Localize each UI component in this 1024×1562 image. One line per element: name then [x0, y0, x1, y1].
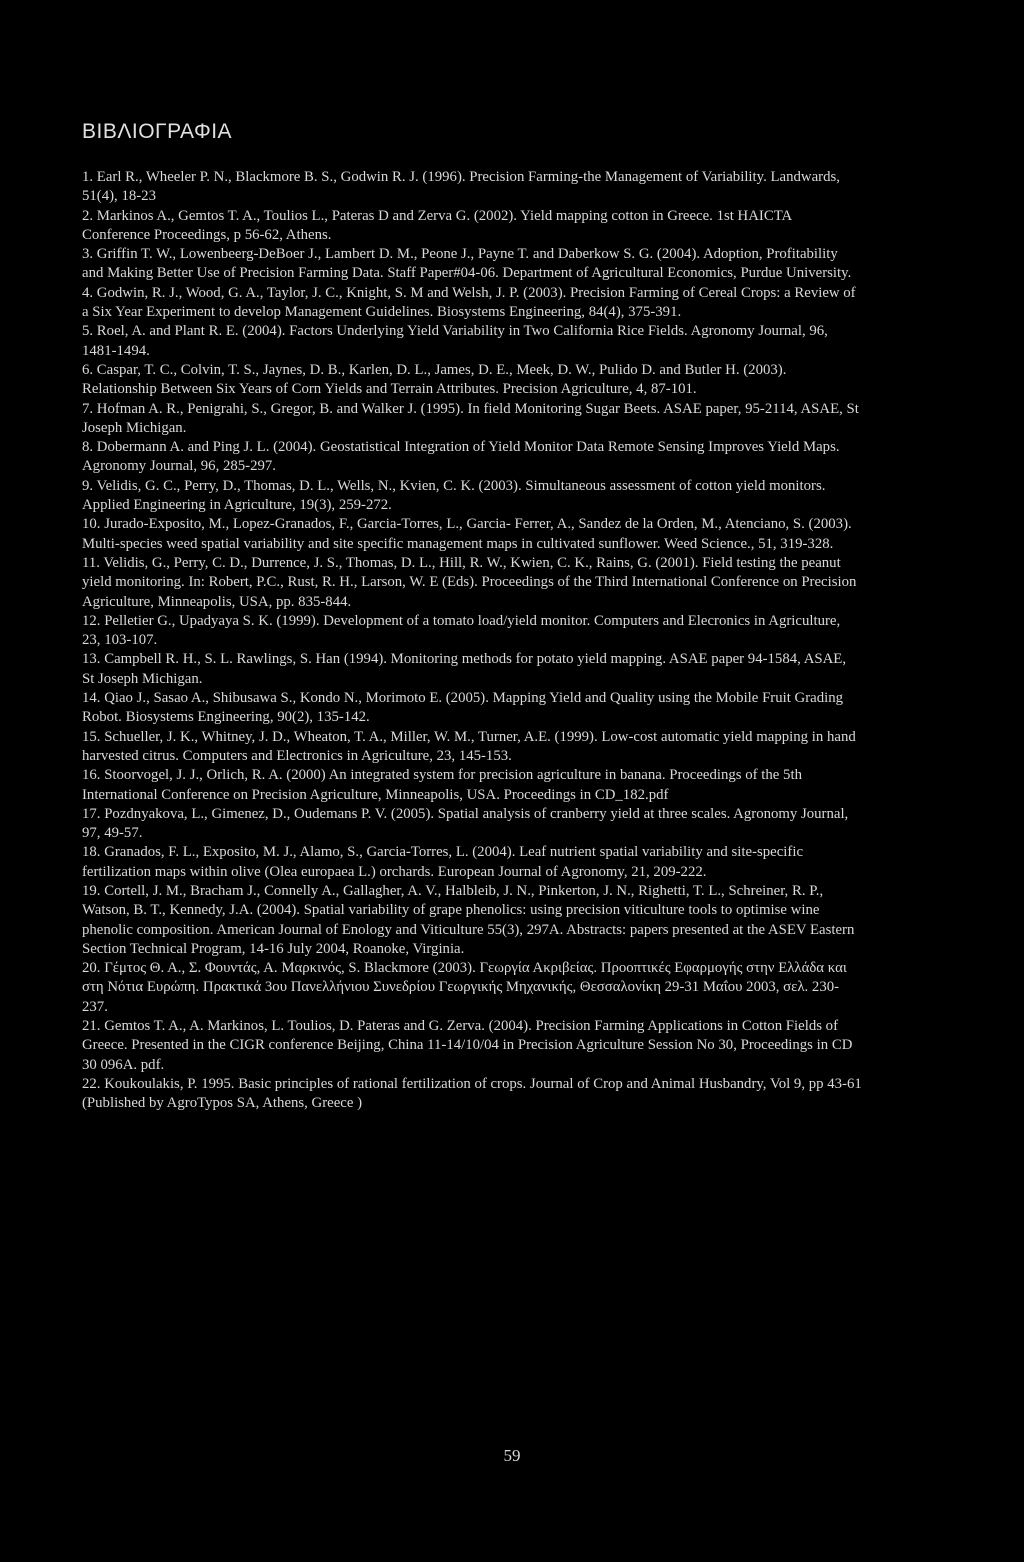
reference-item: 17. Pozdnyakova, L., Gimenez, D., Oudemans P. V. (2005). Spatial analysis of cranberry yield at three scales. Agronomy Journal, 97, 49-57.	[82, 805, 849, 842]
reference-item: 10. Jurado-Exposito, M., Lopez-Granados, F., Garcia-Torres, L., Garcia- Ferrer, A., Sandez de la Orden, M., Atenciano, S. (2003). Multi-species weed spatial variability and site specific management maps in cultivated sunflower. Weed Science., 51, 319-328.	[82, 516, 852, 552]
reference-item: 20. Γέμτος Θ. Α., Σ. Φουντάς, Α. Μαρκινός, S. Blackmore (2003). Γεωργία Ακριβείας. Προοπτικές Εφαρμογής στην Ελλάδα και στη Νότια Ευρώπη. Πρακτικά 3ου Πανελλήνιου Συνεδρίου Γεωργικής Μηχανικής, Θεσσαλονίκη 29-31 Μαΐου 2003, σελ. 230-237.	[82, 960, 847, 1015]
reference-item: 21. Gemtos T. A., A. Markinos, L. Toulios, D. Pateras and G. Zerva. (2004). Precision Farming Applications in Cotton Fields of Greece. Presented in the CIGR conference Beijing, China 11-14/10/04 in Precision Agriculture Session No 30, Proceedings in CD 30 096A. pdf.	[82, 1018, 853, 1073]
reference-item: 8. Dobermann A. and Ping J. L. (2004). Geostatistical Integration of Yield Monitor Data Remote Sensing Improves Yield Maps. Agronomy Journal, 96, 285-297.	[82, 439, 840, 475]
bibliography-heading: ΒΙΒΛΙΟΓΡΑΦΙΑ	[82, 120, 233, 143]
reference-item: 5. Roel, A. and Plant R. E. (2004). Factors Underlying Yield Variability in Two California Rice Fields. Agronomy Journal, 96, 1481-1494.	[82, 323, 828, 359]
reference-item: 12. Pelletier G., Upadyaya S. K. (1999). Development of a tomato load/yield monitor. Computers and Elecronics in Agriculture, 23, 103-107.	[82, 612, 841, 649]
reference-item: 4. Godwin, R. J., Wood, G. A., Taylor, J. C., Knight, S. M and Welsh, J. P. (2003). Precision Farming of Cereal Crops: a Review of a Six Year Experiment to develop Management Guidelines. Biosystems Engineering, 84(4), 375-391.	[82, 284, 856, 321]
reference-item: 6. Caspar, T. C., Colvin, T. S., Jaynes, D. B., Karlen, D. L., James, D. E., Meek, D. W., Pulido D. and Butler H. (2003). Relationship Between Six Years of Corn Yields and Terrain Attributes. Precision Agriculture, 4, 87-101.	[82, 361, 787, 398]
reference-item: 13. Campbell R. H., S. L. Rawlings, S. Han (1994). Monitoring methods for potato yield mapping. ASAE paper 94-1584, ASAE, St Joseph Michigan.	[82, 651, 847, 687]
reference-item: 15. Schueller, J. K., Whitney, J. D., Wheaton, T. A., Miller, W. M., Turner, A.E. (1999). Low-cost automatic yield mapping in hand harvested citrus. Computers and Electronics in Agriculture, 23, 145-153.	[82, 728, 856, 764]
reference-item: 7. Hofman A. R., Penigrahi, S., Gregor, B. and Walker J. (1995). In field Monitoring Sugar Beets. ASAE paper, 95-2114, ASAE, St Joseph Michigan.	[82, 400, 859, 436]
reference-item: 9. Velidis, G. C., Perry, D., Thomas, D. L., Wells, N., Kvien, C. K. (2003). Simultaneous assessment of cotton yield monitors. Applied Engineering in Agriculture, 19(3), 259-272.	[82, 477, 826, 514]
reference-item: 22. Koukoulakis, P. 1995. Basic principles of rational fertilization of crops. Journal of Crop and Animal Husbandry, Vol 9, pp 43-61 (Published by AgroTypos SA, Athens, Greece )	[82, 1075, 862, 1112]
reference-list	[82, 168, 862, 1114]
reference-item: 18. Granados, F. L., Exposito, M. J., Alamo, S., Garcia-Torres, L. (2004). Leaf nutrient spatial variability and site-specific fertilization maps within olive (Olea europaea L.) orchards. European Journal of Agronomy, 21, 209-222.	[82, 844, 804, 880]
reference-item: 3. Griffin T. W., Lowenbeerg-DeBoer J., Lambert D. M., Peone J., Payne T. and Daberkow S. G. (2004). Adoption, Profitability and Making Better Use of Precision Farming Data. Staff Paper#04-06. Department of Agricultural Economics, Purdue University.	[82, 246, 852, 282]
reference-item: 19. Cortell, J. M., Bracham J., Connelly A., Gallagher, A. V., Halbleib, J. N., Pinkerton, J. N., Righetti, T. L., Schreiner, R. P., Watson, B. T., Kennedy, J.A. (2004). Spatial variability of grape phenolics: using precision viticulture tools to optimise wine phenolic composition. American Journal of Enology and Viticulture 55(3), 297A. Abstracts: papers presented at the ASEV Eastern Section Technical Program, 14-16 July 2004, Roanoke, Virginia.	[82, 882, 855, 957]
reference-item: 1. Earl R., Wheeler P. N., Blackmore B. S., Godwin R. J. (1996). Precision Farming-the Management of Variability. Landwards, 51(4), 18-23	[82, 169, 840, 205]
reference-item: 16. Stoorvogel, J. J., Orlich, R. A. (2000) An integrated system for precision agriculture in banana. Proceedings of the 5th International Conference on Precision Agriculture, Minneapolis, USA. Proceedings in CD_182.pdf	[82, 767, 802, 803]
reference-item: 2. Markinos A., Gemtos T. A., Toulios L., Pateras D and Zerva G. (2002). Yield mapping cotton in Greece. 1st HAICTA Conference Proceedings, p 56-62, Athens.	[82, 207, 792, 243]
reference-item: 11. Velidis, G., Perry, C. D., Durrence, J. S., Thomas, D. L., Hill, R. W., Kwien, C. K., Rains, G. (2001). Field testing the peanut yield monitoring. In: Robert, P.C., Rust, R. H., Larson, W. E (Eds). Proceedings of the Third International Conference on Precision Agriculture, Minneapolis, USA, pp. 835-844.	[82, 554, 857, 610]
page-number: 59	[503, 1446, 521, 1465]
reference-item: 14. Qiao J., Sasao A., Shibusawa S., Kondo N., Morimoto E. (2005). Mapping Yield and Quality using the Mobile Fruit Grading Robot. Biosystems Engineering, 90(2), 135-142.	[82, 690, 844, 726]
